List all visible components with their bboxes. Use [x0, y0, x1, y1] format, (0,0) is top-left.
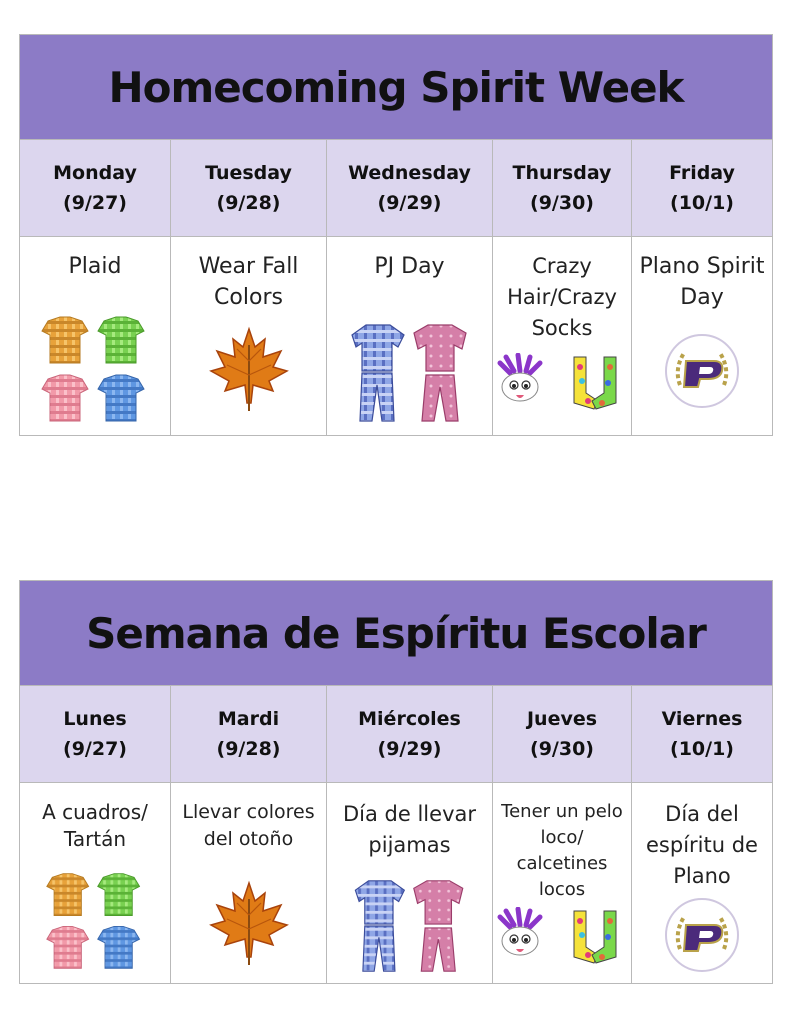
day-name: Lunes [63, 708, 127, 730]
spanish-day-jueves [493, 686, 632, 782]
spanish-day-miercoles [327, 686, 493, 782]
spanish-day-mardi [171, 686, 327, 782]
day-name: Miércoles [358, 708, 461, 730]
theme-text: Crazy Hair/Crazy Socks [507, 254, 617, 340]
english-theme-monday [20, 237, 171, 435]
plano-p-logo-icon [664, 897, 740, 973]
theme-text: Llevar colores del otoño [182, 801, 315, 850]
day-date: (10/1) [670, 738, 734, 760]
spanish-theme-row [20, 783, 772, 983]
english-theme-row [20, 237, 772, 435]
theme-text: Día del espíritu de Plano [646, 802, 758, 888]
theme-text: A cuadros/ Tartán [42, 800, 148, 851]
maple-leaf-icon [207, 325, 291, 415]
day-name: Wednesday [348, 162, 471, 184]
crazy-hair-socks-icon [494, 907, 630, 967]
english-theme-tuesday [171, 237, 327, 435]
spanish-day-lunes [20, 686, 171, 782]
day-name: Thursday [512, 162, 612, 184]
spanish-theme-lunes [20, 783, 171, 983]
english-day-header-row [20, 140, 772, 237]
english-theme-wednesday [327, 237, 493, 435]
spanish-title: Semana de Espíritu Escolar [86, 608, 706, 658]
spanish-theme-mardi [171, 783, 327, 983]
day-date: (9/28) [216, 738, 281, 760]
plaid-shirts-icon [40, 313, 150, 425]
english-day-friday [632, 140, 772, 236]
english-theme-friday [632, 237, 772, 435]
crazy-hair-socks-icon [494, 353, 630, 413]
day-name: Friday [669, 162, 735, 184]
plano-p-logo-icon [664, 333, 740, 409]
day-name: Viernes [661, 708, 743, 730]
english-day-tuesday [171, 140, 327, 236]
plaid-shirts-icon [45, 867, 145, 975]
pajamas-icon [346, 877, 474, 975]
day-date: (9/27) [63, 738, 127, 760]
english-day-monday [20, 140, 171, 236]
spanish-theme-viernes [632, 783, 772, 983]
theme-text: Plaid [68, 254, 122, 279]
theme-text: Plano Spirit Day [639, 254, 765, 310]
english-title: Homecoming Spirit Week [108, 62, 684, 112]
maple-leaf-icon [207, 879, 291, 969]
day-date: (9/27) [63, 192, 127, 214]
english-title-bar [20, 35, 772, 140]
spanish-theme-miercoles [327, 783, 493, 983]
day-name: Mardi [217, 708, 280, 730]
day-date: (9/29) [377, 738, 442, 760]
day-date: (10/1) [670, 192, 734, 214]
day-name: Tuesday [205, 162, 292, 184]
day-date: (9/30) [530, 738, 594, 760]
pajamas-icon [346, 321, 474, 425]
theme-text: Tener un pelo loco/ calcetines locos [501, 801, 623, 900]
day-date: (9/30) [530, 192, 594, 214]
spanish-title-bar [20, 581, 772, 686]
day-date: (9/28) [216, 192, 281, 214]
english-schedule [19, 34, 773, 436]
spanish-schedule [19, 580, 773, 984]
day-name: Jueves [526, 708, 598, 730]
english-day-wednesday [327, 140, 493, 236]
english-day-thursday [493, 140, 632, 236]
day-name: Monday [53, 162, 137, 184]
theme-text: Día de llevar pijamas [343, 802, 476, 857]
spanish-day-header-row [20, 686, 772, 783]
theme-text: PJ Day [374, 254, 445, 279]
english-theme-thursday [493, 237, 632, 435]
spanish-day-viernes [632, 686, 772, 782]
spanish-theme-jueves [493, 783, 632, 983]
theme-text: Wear Fall Colors [198, 254, 299, 310]
day-date: (9/29) [377, 192, 442, 214]
